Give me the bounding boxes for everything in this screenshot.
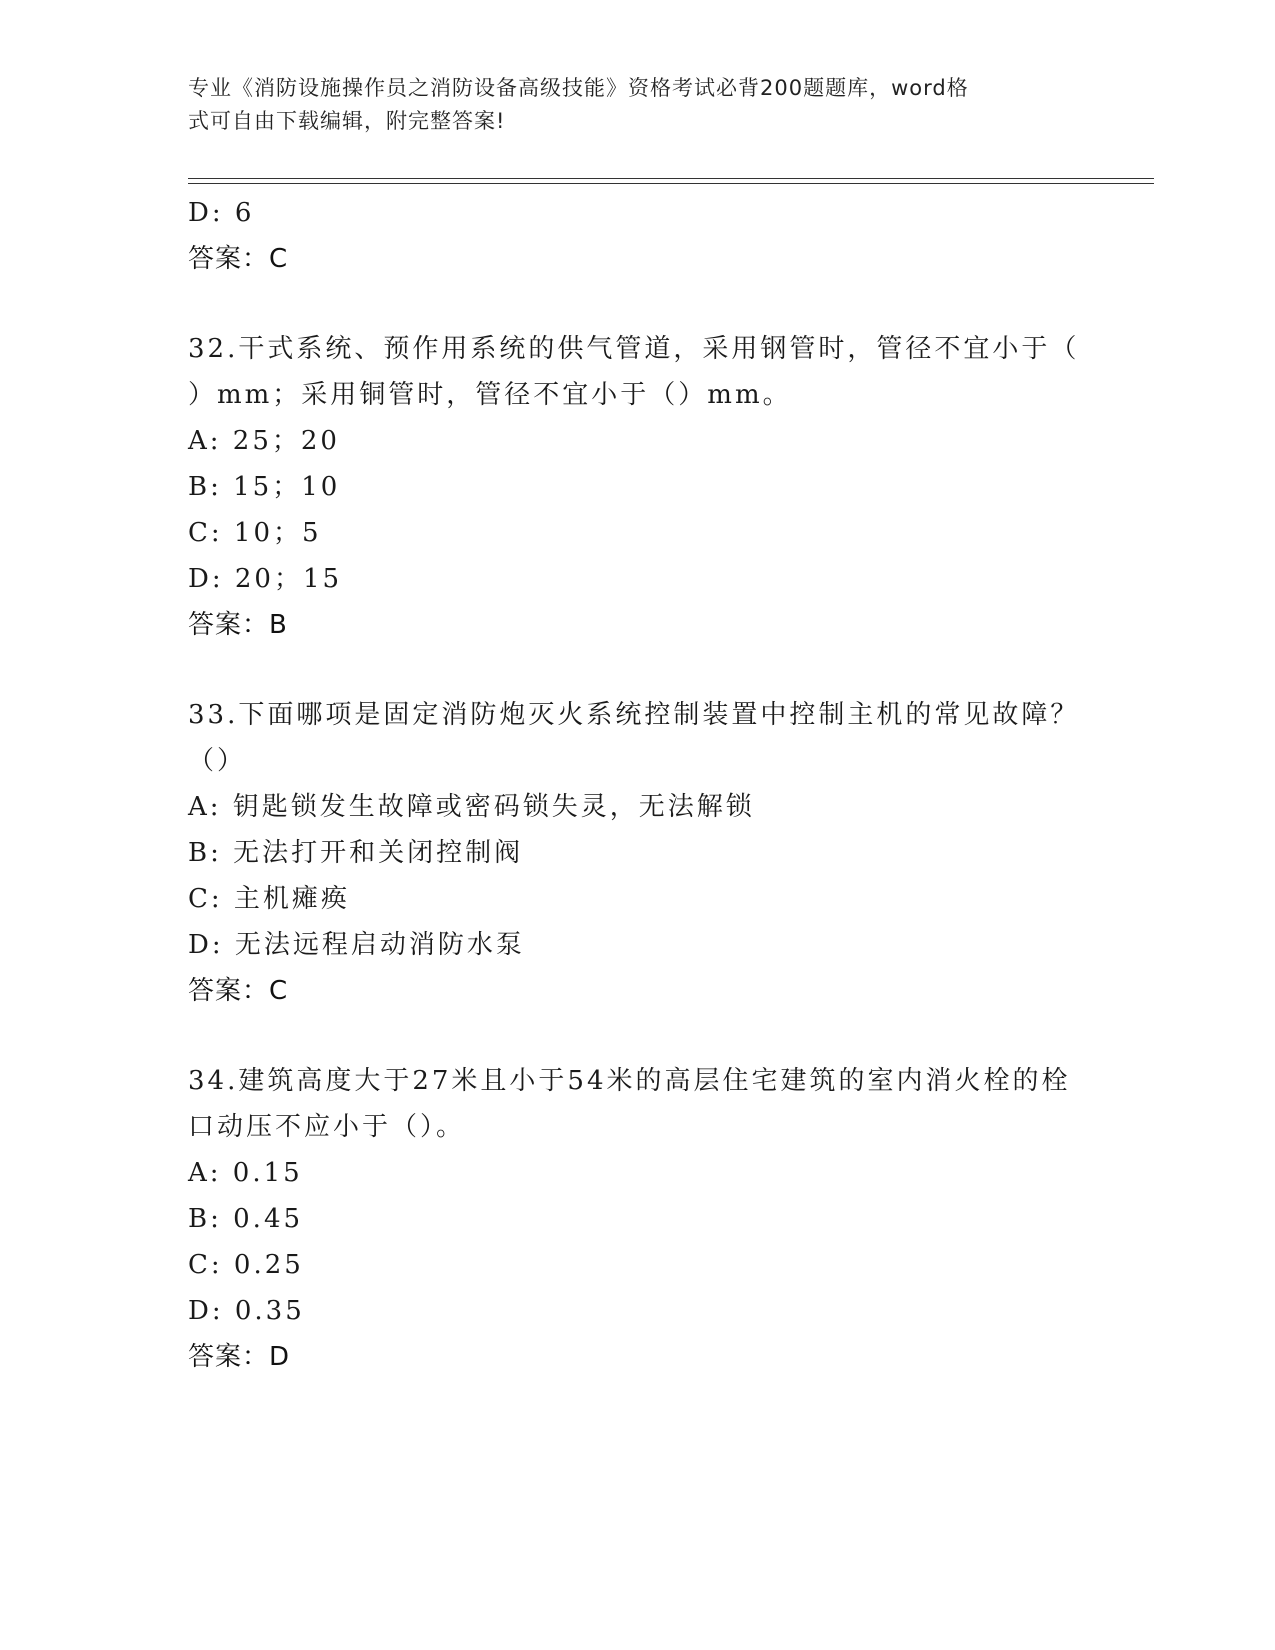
- question-33: [188, 692, 1088, 1014]
- document-header: [188, 72, 1068, 138]
- option-c: C: 0.25: [188, 1250, 304, 1280]
- header-rule-bottom: [188, 183, 1154, 184]
- answer-line: 答案：B: [188, 610, 288, 640]
- header-line-1: 专业《消防设施操作员之消防设备高级技能》资格考试必背200题题库，word格: [188, 76, 969, 100]
- answer-line: 答案：D: [188, 1342, 291, 1372]
- option-b: B: 0.45: [188, 1204, 304, 1234]
- option-a: A: 钥匙锁发生故障或密码锁失灵，无法解锁: [188, 792, 755, 822]
- option-a: A: 0.15: [188, 1158, 303, 1188]
- option-a: A: 25；20: [188, 426, 340, 456]
- question-stem-line-1: 32.干式系统、预作用系统的供气管道，采用钢管时，管径不宜小于（: [188, 334, 1080, 364]
- answer-line: 答案：C: [188, 244, 289, 274]
- option-d: D: 20；15: [188, 564, 343, 594]
- option-d: D: 6: [188, 198, 255, 228]
- header-line-2: 式可自由下载编辑，附完整答案!: [188, 109, 506, 133]
- question-34: [188, 1058, 1088, 1380]
- previous-question-tail: [188, 190, 1088, 282]
- question-stem-line-2: ）mm；采用铜管时，管径不宜小于（）mm。: [188, 380, 792, 410]
- option-c: C: 主机瘫痪: [188, 884, 350, 914]
- answer-line: 答案：C: [188, 976, 289, 1006]
- option-d: D: 无法远程启动消防水泵: [188, 930, 525, 960]
- option-c: C: 10；5: [188, 518, 322, 548]
- question-stem-line-2: （）: [188, 746, 247, 776]
- question-stem-line-1: 33.下面哪项是固定消防炮灭火系统控制装置中控制主机的常见故障？: [188, 700, 1080, 730]
- option-b: B: 15；10: [188, 472, 341, 502]
- question-stem-line-1: 34.建筑高度大于27米且小于54米的高层住宅建筑的室内消火栓的栓: [188, 1066, 1071, 1096]
- option-d: D: 0.35: [188, 1296, 305, 1326]
- header-rule-top: [188, 178, 1154, 179]
- question-32: [188, 326, 1088, 648]
- option-b: B: 无法打开和关闭控制阀: [188, 838, 524, 868]
- question-stem-line-2: 口动压不应小于（）。: [188, 1112, 466, 1142]
- question-list: [188, 190, 1088, 1380]
